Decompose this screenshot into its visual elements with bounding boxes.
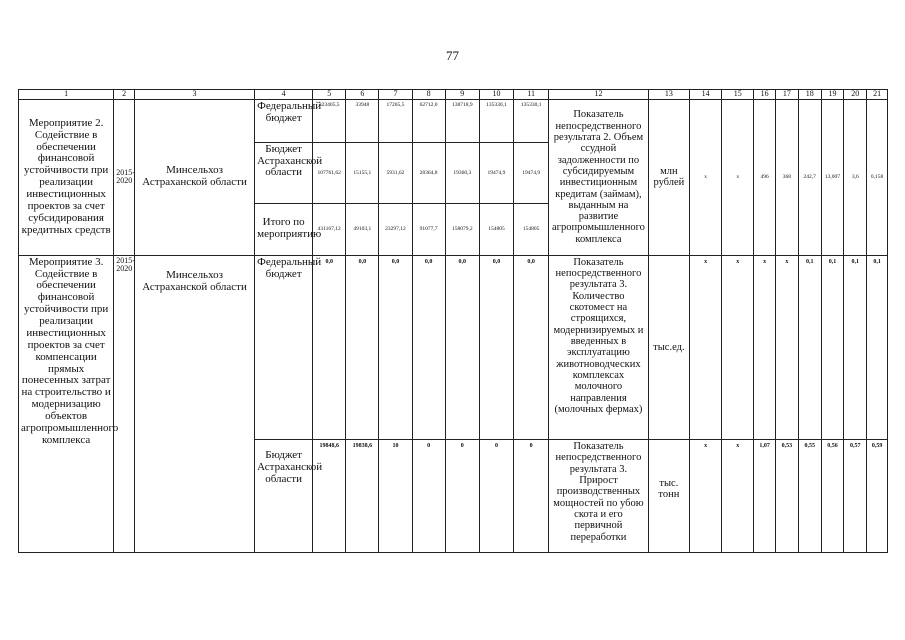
table-row bbox=[19, 255, 888, 439]
header-cell: 17 bbox=[776, 90, 799, 100]
header-cell: 6 bbox=[346, 90, 379, 100]
indicator-value-cell: 368 bbox=[776, 99, 799, 255]
header-cell: 20 bbox=[844, 90, 867, 100]
source-cell: Бюджет Астраханской области bbox=[255, 439, 313, 552]
indicator-value-cell: 0,1 bbox=[867, 255, 888, 439]
value-cell: 15155,1 bbox=[346, 142, 379, 203]
header-cell: 5 bbox=[313, 90, 346, 100]
table-row bbox=[19, 99, 888, 142]
value-cell: 0 bbox=[445, 439, 479, 552]
source-cell: Бюджет Астраханской области bbox=[255, 142, 313, 203]
header-cell: 3 bbox=[134, 90, 254, 100]
indicator-cell: Показатель непосредственного результата 3. Прирост производственных мощностей по убою скота и его первичной переработки bbox=[549, 439, 648, 552]
indicator-value-cell: 0,1 bbox=[844, 255, 867, 439]
indicator-value-cell: 0,53 bbox=[776, 439, 799, 552]
header-cell: 2 bbox=[114, 90, 135, 100]
header-cell: 1 bbox=[19, 90, 114, 100]
indicator-value-cell: x bbox=[754, 255, 776, 439]
value-cell: 0,0 bbox=[346, 255, 379, 439]
value-cell: 135330,1 bbox=[479, 99, 513, 142]
value-cell: 19474,9 bbox=[479, 142, 513, 203]
activity-cell: Мероприятие 3. Содействие в обеспечении финансовой устойчивости при реализации инвестиционных проектов за счет компенсации прямых понесенных затрат на строительство и модернизацию объектов агропромышленного комплекса bbox=[19, 255, 114, 552]
header-cell: 12 bbox=[549, 90, 648, 100]
value-cell: 0 bbox=[412, 439, 445, 552]
value-cell: 91077,7 bbox=[412, 203, 445, 255]
source-cell: Итого по мероприятию bbox=[255, 203, 313, 255]
indicator-value-cell: 0,1 bbox=[798, 255, 821, 439]
value-cell: 0,0 bbox=[479, 255, 513, 439]
indicator-cell: Показатель непосредственного результата 2. Объем ссудной задолженности по субсидируемым инвестиционным кредитам (займам), выданным на развитие агропромышленного комплекса bbox=[549, 99, 648, 255]
value-cell: 33948 bbox=[346, 99, 379, 142]
header-cell: 13 bbox=[648, 90, 689, 100]
value-cell: 19838,6 bbox=[346, 439, 379, 552]
indicator-value-cell: x bbox=[776, 255, 799, 439]
indicator-value-cell: 0,1 bbox=[821, 255, 844, 439]
indicator-value-cell: 242,7 bbox=[798, 99, 821, 255]
header-cell: 11 bbox=[514, 90, 549, 100]
indicator-value-cell: 0,158 bbox=[867, 99, 888, 255]
indicator-value-cell: x bbox=[690, 439, 722, 552]
source-cell: Федеральный бюджет bbox=[255, 255, 313, 439]
header-cell: 18 bbox=[798, 90, 821, 100]
indicator-value-cell: x bbox=[690, 255, 722, 439]
indicator-value-cell: 1,07 bbox=[754, 439, 776, 552]
header-cell: 9 bbox=[445, 90, 479, 100]
unit-cell: тыс. тонн bbox=[648, 439, 689, 552]
value-cell: 0,0 bbox=[514, 255, 549, 439]
header-row bbox=[19, 90, 888, 100]
indicator-cell: Показатель непосредственного результата 3. Количество скотомест на строящихся, модернизируемых и введенных в эксплуатацию животноводческих комплексах молочного направления (молочных фермах) bbox=[549, 255, 648, 439]
value-cell: 135330,1 bbox=[514, 99, 549, 142]
indicator-value-cell: 3,6 bbox=[844, 99, 867, 255]
indicator-value-cell: x bbox=[690, 99, 722, 255]
value-cell: 0 bbox=[479, 439, 513, 552]
value-cell: 158079,2 bbox=[445, 203, 479, 255]
header-cell: 21 bbox=[867, 90, 888, 100]
value-cell: 0,0 bbox=[313, 255, 346, 439]
value-cell: 0 bbox=[514, 439, 549, 552]
header-cell: 4 bbox=[255, 90, 313, 100]
value-cell: 154805 bbox=[514, 203, 549, 255]
header-cell: 16 bbox=[754, 90, 776, 100]
value-cell: 138718,9 bbox=[445, 99, 479, 142]
executor-cell: Минсельхоз Астраханской области bbox=[134, 99, 254, 255]
page-number: 77 bbox=[446, 48, 459, 63]
indicator-value-cell: 0,56 bbox=[821, 439, 844, 552]
value-cell: 10 bbox=[379, 439, 412, 552]
indicator-value-cell: 13,007 bbox=[821, 99, 844, 255]
header-cell: 7 bbox=[379, 90, 412, 100]
header-cell: 14 bbox=[690, 90, 722, 100]
header-cell: 19 bbox=[821, 90, 844, 100]
header-cell: 15 bbox=[722, 90, 754, 100]
period-cell: 2015-2020 bbox=[114, 255, 135, 552]
header-cell: 8 bbox=[412, 90, 445, 100]
value-cell: 5931,62 bbox=[379, 142, 412, 203]
value-cell: 0,0 bbox=[379, 255, 412, 439]
value-cell: 62712,0 bbox=[412, 99, 445, 142]
value-cell: 23297,12 bbox=[379, 203, 412, 255]
value-cell: 154805 bbox=[479, 203, 513, 255]
value-cell: 323405,5 bbox=[313, 99, 346, 142]
indicator-value-cell: 0,55 bbox=[798, 439, 821, 552]
value-cell: 19474,9 bbox=[514, 142, 549, 203]
source-cell: Федеральный бюджет bbox=[255, 99, 313, 142]
value-cell: 431167,12 bbox=[313, 203, 346, 255]
indicator-value-cell: 0,59 bbox=[867, 439, 888, 552]
value-cell: 107761,62 bbox=[313, 142, 346, 203]
unit-cell: тыс.ед. bbox=[648, 255, 689, 439]
value-cell: 19360,3 bbox=[445, 142, 479, 203]
indicator-value-cell: x bbox=[722, 99, 754, 255]
header-cell: 10 bbox=[479, 90, 513, 100]
value-cell: 28364,8 bbox=[412, 142, 445, 203]
indicator-value-cell: 496 bbox=[754, 99, 776, 255]
activity-cell: Мероприятие 2. Содействие в обеспечении финансовой устойчивости при реализации инвестиционных проектов за счет субсидирования кредитных средств bbox=[19, 99, 114, 255]
value-cell: 0,0 bbox=[412, 255, 445, 439]
value-cell: 17265,5 bbox=[379, 99, 412, 142]
value-cell: 49103,1 bbox=[346, 203, 379, 255]
value-cell: 19848,6 bbox=[313, 439, 346, 552]
indicator-value-cell: x bbox=[722, 255, 754, 439]
unit-cell: млн рублей bbox=[648, 99, 689, 255]
indicator-value-cell: 0,57 bbox=[844, 439, 867, 552]
value-cell: 0,0 bbox=[445, 255, 479, 439]
period-cell: 2015-2020 bbox=[114, 99, 135, 255]
indicator-value-cell: x bbox=[722, 439, 754, 552]
budget-table bbox=[18, 89, 888, 553]
executor-cell: Минсельхоз Астраханской области bbox=[134, 255, 254, 552]
